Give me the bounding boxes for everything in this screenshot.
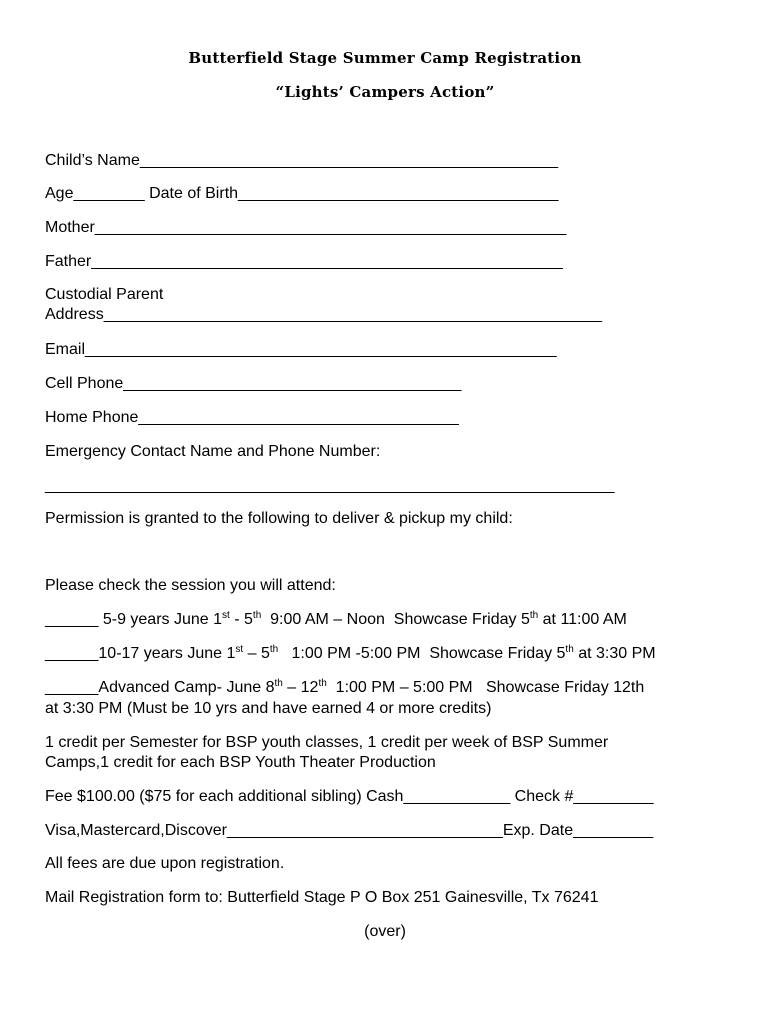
- session-instruction: Please check the session you will attend:: [45, 577, 336, 594]
- address-field: Address________________________________________________________: [45, 306, 603, 323]
- permission-text: Permission is granted to the following to deliver & pickup my child:: [45, 510, 513, 527]
- credits-line-2: Camps,1 credit for each BSP Youth Theater Production: [45, 754, 436, 771]
- email-field: Email_____________________________________________________: [45, 341, 557, 358]
- emergency-contact-label: Emergency Contact Name and Phone Number:: [45, 443, 381, 460]
- session-option-2: ______10-17 years June 1st – 5th 1:00 PM -5:00 PM Showcase Friday 5th at 3:30 PM: [45, 644, 656, 662]
- session-option-3-note: at 3:30 PM (Must be 10 yrs and have earned 4 or more credits): [45, 700, 492, 717]
- session-option-1: ______ 5-9 years June 1st - 5th 9:00 AM – Noon Showcase Friday 5th at 11:00 AM: [45, 610, 627, 628]
- age-dob-field: [45, 184, 558, 204]
- form-title: Butterfield Stage Summer Camp Registration: [188, 49, 582, 67]
- emergency-contact-line: ________________________________________________________________: [45, 477, 615, 494]
- child-name-field: Child’s Name_______________________________________________: [45, 152, 559, 169]
- home-phone-field: Home Phone____________________________________: [45, 409, 459, 426]
- form-subtitle: “Lights’ Campers Action”: [275, 83, 495, 101]
- fee-line: Fee $100.00 ($75 for each additional sibling) Cash____________ Check #_________: [45, 788, 654, 805]
- credits-line-1: 1 credit per Semester for BSP youth classes, 1 credit per week of BSP Summer: [45, 734, 609, 751]
- session-option-3: ______Advanced Camp- June 8th – 12th 1:00 PM – 5:00 PM Showcase Friday 12th: [45, 678, 645, 696]
- cell-phone-field: Cell Phone______________________________________: [45, 375, 462, 392]
- over-note: (over): [364, 923, 406, 940]
- dob-field: Date of Birth____________________________________: [144, 185, 559, 202]
- card-payment-line: Visa,Mastercard,Discover_______________________________Exp. Date_________: [45, 822, 654, 839]
- father-field: Father_____________________________________________________: [45, 253, 563, 270]
- fees-due-text: All fees are due upon registration.: [45, 855, 285, 872]
- age-field: Age________: [45, 185, 145, 202]
- mailing-address: Mail Registration form to: Butterfield Stage P O Box 251 Gainesville, Tx 76241: [45, 889, 599, 906]
- mother-field: Mother_____________________________________________________: [45, 219, 567, 236]
- custodial-parent-label: Custodial Parent: [45, 286, 164, 303]
